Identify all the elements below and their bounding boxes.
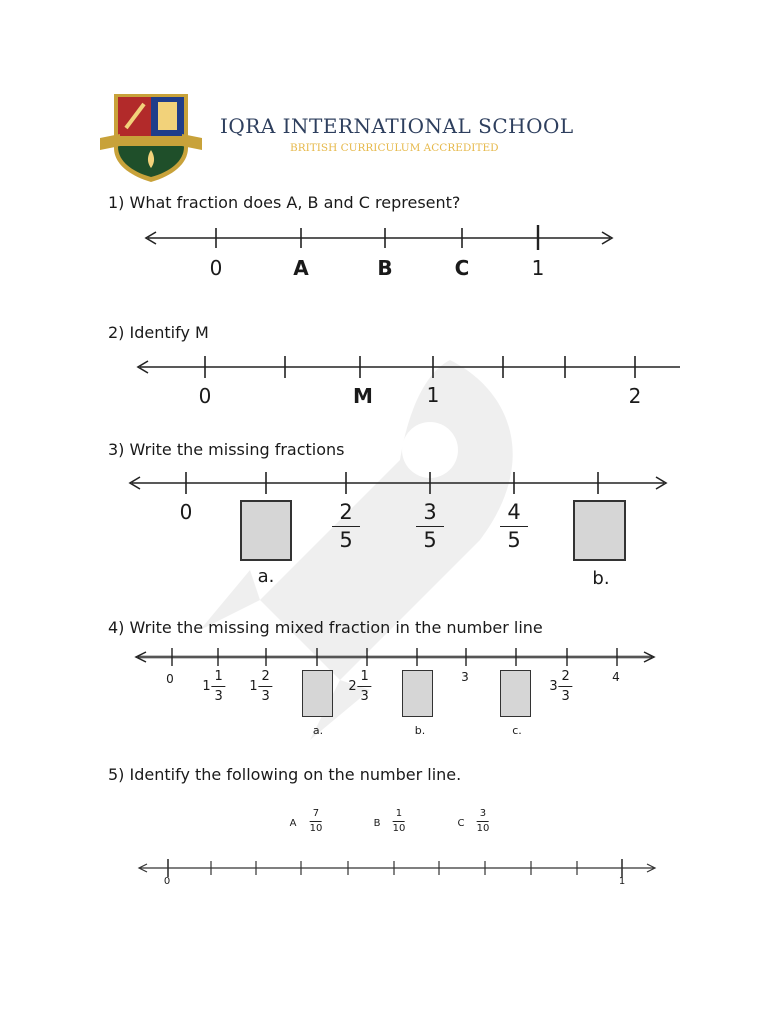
q1-label-b: B: [377, 256, 393, 280]
q5-item-c-letter: C: [457, 818, 465, 829]
q1-label-c: C: [454, 256, 470, 280]
fraction-bar: [310, 821, 322, 822]
numerator: 7: [312, 808, 320, 819]
q2-label-2: 2: [628, 384, 642, 408]
question-4: 4) Write the missing mixed fraction in the number line: [108, 618, 543, 637]
question-1: 1) What fraction does A, B and C represent?: [108, 193, 461, 212]
q5-item-c-fraction: [477, 809, 490, 834]
numerator: 1: [360, 669, 369, 684]
q3-answer-box-a[interactable]: [240, 500, 292, 561]
q1-number-line: [146, 225, 612, 250]
q2-number-line: [138, 356, 680, 378]
q5-label-0: 0: [163, 876, 171, 887]
fraction: [212, 670, 226, 703]
fraction-bar: [500, 526, 528, 527]
question-3: 3) Write the missing fractions: [108, 440, 345, 459]
fraction-bar: [332, 526, 360, 527]
fraction-bar: [259, 686, 273, 687]
whole-number: 1: [202, 679, 211, 695]
school-subtitle: BRITISH CURRICULUM ACCREDITED: [290, 142, 499, 154]
question-5: 5) Identify the following on the number line.: [108, 765, 462, 784]
whole-number: 1: [249, 679, 258, 695]
numerator: 2: [261, 669, 270, 684]
q4-mixed-2-1-3: [348, 670, 371, 703]
question-2: 2) Identify M: [108, 323, 209, 342]
school-name: IQRA INTERNATIONAL SCHOOL: [220, 114, 574, 138]
fraction-bar: [393, 821, 405, 822]
denominator: 3: [360, 689, 369, 705]
fraction: [259, 670, 273, 703]
denominator: 5: [423, 528, 437, 553]
denominator: 3: [261, 689, 270, 705]
fraction-bar: [358, 686, 372, 687]
q4-answer-box-c[interactable]: [500, 670, 531, 717]
q4-mixed-1-2-3: [249, 670, 272, 703]
q5-item-b-fraction: [393, 809, 406, 834]
numerator: 2: [339, 500, 353, 524]
q5-item-a-letter: A: [289, 818, 297, 829]
q1-label-0: 0: [209, 256, 223, 280]
denominator: 10: [392, 823, 406, 835]
q2-label-m: M: [353, 384, 373, 408]
denominator: 5: [339, 528, 353, 553]
q4-number-line: [136, 648, 654, 666]
denominator: 10: [309, 823, 323, 835]
q5-item-a-fraction: [310, 809, 323, 834]
fraction: [358, 670, 372, 703]
q1-label-a: A: [293, 256, 309, 280]
numerator: 1: [214, 669, 223, 684]
q4-box-label-b: b.: [414, 724, 426, 737]
denominator: 3: [561, 689, 570, 705]
fraction: [559, 670, 573, 703]
q5-number-line: [139, 859, 655, 877]
q3-number-line: [130, 472, 666, 494]
q4-box-label-a: a.: [312, 724, 324, 737]
numerator: 1: [395, 808, 403, 819]
q4-answer-box-a[interactable]: [302, 670, 333, 717]
q3-box-label-a: a.: [257, 566, 275, 587]
q2-label-0: 0: [198, 384, 212, 408]
fraction-bar: [477, 821, 489, 822]
whole-number: 2: [348, 679, 357, 695]
q4-mixed-1-1-3: [202, 670, 225, 703]
q4-answer-box-b[interactable]: [402, 670, 433, 717]
q3-fraction-3-5: [416, 502, 444, 551]
q4-box-label-c: c.: [512, 724, 522, 737]
numerator: 4: [507, 500, 521, 524]
q4-label-3: 3: [461, 670, 469, 684]
numerator: 2: [561, 669, 570, 684]
whole-number: 3: [549, 679, 558, 695]
fraction-bar: [559, 686, 573, 687]
fraction-bar: [212, 686, 226, 687]
q3-fraction-4-5: [500, 502, 528, 551]
q5-item-b-letter: B: [373, 818, 381, 829]
q3-fraction-2-5: [332, 502, 360, 551]
q3-box-label-b: b.: [592, 568, 610, 589]
denominator: 5: [507, 528, 521, 553]
q2-label-1: 1: [426, 383, 440, 407]
numerator: 3: [479, 808, 487, 819]
q1-label-1: 1: [531, 256, 545, 280]
q4-label-4: 4: [612, 670, 620, 684]
numerator: 3: [423, 500, 437, 524]
q3-answer-box-b[interactable]: [573, 500, 626, 561]
q5-label-1: 1: [618, 876, 626, 887]
denominator: 10: [476, 823, 490, 835]
q4-label-0: 0: [166, 672, 174, 686]
denominator: 3: [214, 689, 223, 705]
q4-mixed-3-2-3: [549, 670, 572, 703]
fraction-bar: [416, 526, 444, 527]
q3-label-0: 0: [179, 500, 193, 524]
